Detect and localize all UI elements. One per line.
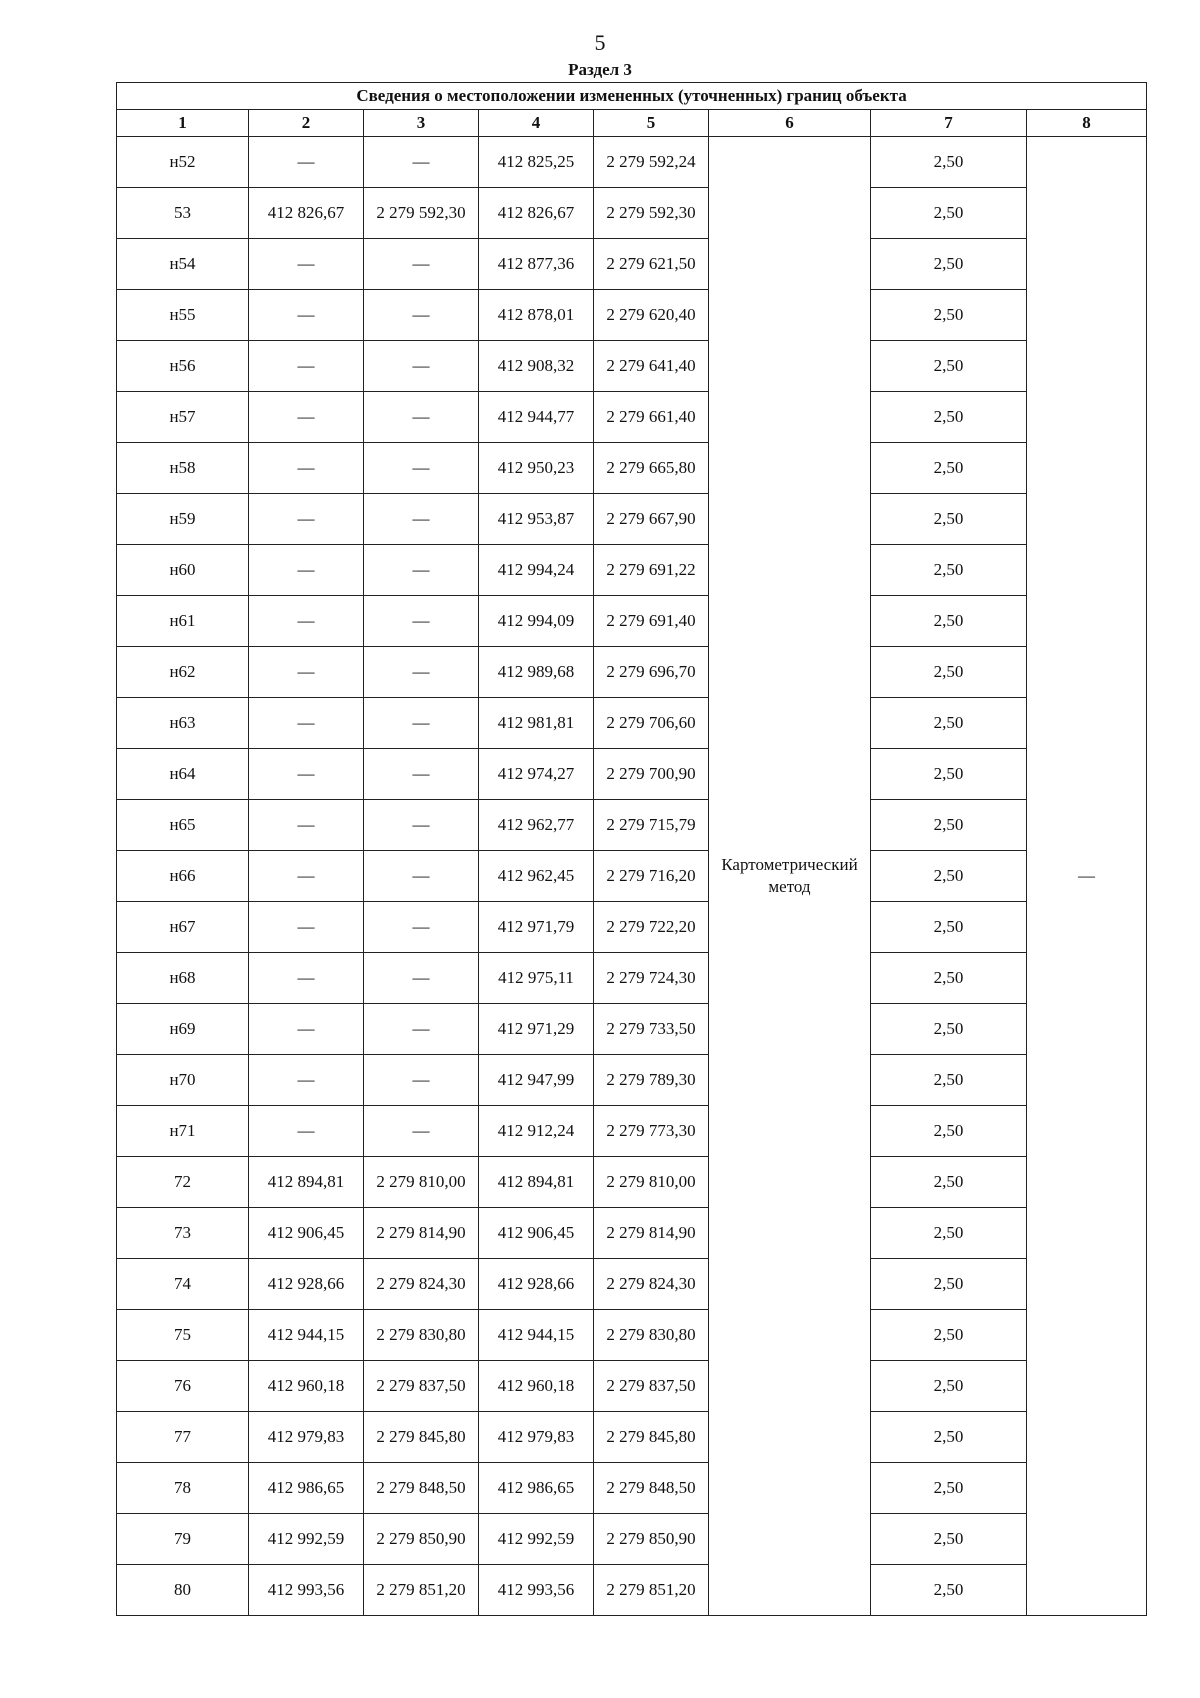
new-y-cell: 2 279 665,80 bbox=[594, 443, 709, 494]
point-id-cell: н68 bbox=[117, 953, 249, 1004]
new-x-cell: 412 962,77 bbox=[479, 800, 594, 851]
new-x-cell: 412 989,68 bbox=[479, 647, 594, 698]
accuracy-cell: 2,50 bbox=[871, 953, 1027, 1004]
old-x-cell: 412 993,56 bbox=[249, 1565, 364, 1616]
table-row bbox=[117, 1514, 1147, 1565]
old-y-cell: — bbox=[364, 443, 479, 494]
old-x-cell: 412 986,65 bbox=[249, 1463, 364, 1514]
table-row bbox=[117, 1412, 1147, 1463]
table-row bbox=[117, 290, 1147, 341]
old-x-cell: — bbox=[249, 1106, 364, 1157]
table-row bbox=[117, 902, 1147, 953]
new-y-cell: 2 279 592,30 bbox=[594, 188, 709, 239]
old-y-cell: 2 279 845,80 bbox=[364, 1412, 479, 1463]
table-row bbox=[117, 341, 1147, 392]
new-y-cell: 2 279 850,90 bbox=[594, 1514, 709, 1565]
old-y-cell: — bbox=[364, 239, 479, 290]
table-row bbox=[117, 239, 1147, 290]
point-id-cell: 76 bbox=[117, 1361, 249, 1412]
table-row bbox=[117, 545, 1147, 596]
old-y-cell: — bbox=[364, 851, 479, 902]
old-x-cell: 412 826,67 bbox=[249, 188, 364, 239]
new-y-cell: 2 279 661,40 bbox=[594, 392, 709, 443]
new-y-cell: 2 279 691,22 bbox=[594, 545, 709, 596]
old-x-cell: — bbox=[249, 545, 364, 596]
new-x-cell: 412 962,45 bbox=[479, 851, 594, 902]
new-y-cell: 2 279 667,90 bbox=[594, 494, 709, 545]
accuracy-cell: 2,50 bbox=[871, 1259, 1027, 1310]
table-row bbox=[117, 1004, 1147, 1055]
table-row bbox=[117, 1361, 1147, 1412]
old-y-cell: 2 279 830,80 bbox=[364, 1310, 479, 1361]
old-x-cell: — bbox=[249, 239, 364, 290]
accuracy-cell: 2,50 bbox=[871, 1565, 1027, 1616]
table-row bbox=[117, 800, 1147, 851]
point-id-cell: н65 bbox=[117, 800, 249, 851]
accuracy-cell: 2,50 bbox=[871, 851, 1027, 902]
old-x-cell: — bbox=[249, 749, 364, 800]
new-x-cell: 412 906,45 bbox=[479, 1208, 594, 1259]
new-x-cell: 412 994,09 bbox=[479, 596, 594, 647]
point-id-cell: н59 bbox=[117, 494, 249, 545]
table-row bbox=[117, 698, 1147, 749]
new-x-cell: 412 878,01 bbox=[479, 290, 594, 341]
old-x-cell: — bbox=[249, 392, 364, 443]
new-x-cell: 412 993,56 bbox=[479, 1565, 594, 1616]
new-x-cell: 412 971,29 bbox=[479, 1004, 594, 1055]
point-id-cell: 74 bbox=[117, 1259, 249, 1310]
old-x-cell: — bbox=[249, 851, 364, 902]
table-row bbox=[117, 953, 1147, 1004]
table-row bbox=[117, 392, 1147, 443]
old-x-cell: — bbox=[249, 1055, 364, 1106]
old-x-cell: 412 906,45 bbox=[249, 1208, 364, 1259]
table-row bbox=[117, 188, 1147, 239]
accuracy-cell: 2,50 bbox=[871, 1463, 1027, 1514]
table-row bbox=[117, 1157, 1147, 1208]
old-y-cell: — bbox=[364, 953, 479, 1004]
new-x-cell: 412 994,24 bbox=[479, 545, 594, 596]
old-y-cell: — bbox=[364, 1004, 479, 1055]
new-y-cell: 2 279 848,50 bbox=[594, 1463, 709, 1514]
new-x-cell: 412 986,65 bbox=[479, 1463, 594, 1514]
new-y-cell: 2 279 696,70 bbox=[594, 647, 709, 698]
new-y-cell: 2 279 592,24 bbox=[594, 137, 709, 188]
old-y-cell: — bbox=[364, 1106, 479, 1157]
old-x-cell: 412 960,18 bbox=[249, 1361, 364, 1412]
accuracy-cell: 2,50 bbox=[871, 1412, 1027, 1463]
accuracy-cell: 2,50 bbox=[871, 239, 1027, 290]
new-x-cell: 412 974,27 bbox=[479, 749, 594, 800]
column-header: 7 bbox=[871, 110, 1027, 137]
table-row bbox=[117, 1463, 1147, 1514]
table-row bbox=[117, 494, 1147, 545]
old-x-cell: — bbox=[249, 902, 364, 953]
point-id-cell: 78 bbox=[117, 1463, 249, 1514]
old-x-cell: — bbox=[249, 443, 364, 494]
table-row bbox=[117, 1310, 1147, 1361]
accuracy-cell: 2,50 bbox=[871, 800, 1027, 851]
old-y-cell: — bbox=[364, 749, 479, 800]
accuracy-cell: 2,50 bbox=[871, 1106, 1027, 1157]
table-body bbox=[117, 83, 1147, 1616]
table-row bbox=[117, 596, 1147, 647]
new-y-cell: 2 279 700,90 bbox=[594, 749, 709, 800]
old-y-cell: — bbox=[364, 902, 479, 953]
new-x-cell: 412 975,11 bbox=[479, 953, 594, 1004]
new-y-cell: 2 279 845,80 bbox=[594, 1412, 709, 1463]
old-y-cell: 2 279 848,50 bbox=[364, 1463, 479, 1514]
old-x-cell: — bbox=[249, 698, 364, 749]
point-id-cell: н61 bbox=[117, 596, 249, 647]
old-x-cell: 412 894,81 bbox=[249, 1157, 364, 1208]
old-y-cell: — bbox=[364, 494, 479, 545]
accuracy-cell: 2,50 bbox=[871, 188, 1027, 239]
point-id-cell: н55 bbox=[117, 290, 249, 341]
old-x-cell: 412 928,66 bbox=[249, 1259, 364, 1310]
point-id-cell: н64 bbox=[117, 749, 249, 800]
new-x-cell: 412 826,67 bbox=[479, 188, 594, 239]
column-header: 6 bbox=[709, 110, 871, 137]
accuracy-cell: 2,50 bbox=[871, 1514, 1027, 1565]
accuracy-cell: 2,50 bbox=[871, 341, 1027, 392]
new-y-cell: 2 279 733,50 bbox=[594, 1004, 709, 1055]
new-x-cell: 412 960,18 bbox=[479, 1361, 594, 1412]
new-y-cell: 2 279 716,20 bbox=[594, 851, 709, 902]
new-x-cell: 412 953,87 bbox=[479, 494, 594, 545]
new-y-cell: 2 279 773,30 bbox=[594, 1106, 709, 1157]
point-id-cell: 53 bbox=[117, 188, 249, 239]
accuracy-cell: 2,50 bbox=[871, 443, 1027, 494]
old-x-cell: — bbox=[249, 137, 364, 188]
new-y-cell: 2 279 810,00 bbox=[594, 1157, 709, 1208]
new-x-cell: 412 894,81 bbox=[479, 1157, 594, 1208]
accuracy-cell: 2,50 bbox=[871, 1004, 1027, 1055]
accuracy-cell: 2,50 bbox=[871, 1055, 1027, 1106]
point-id-cell: н63 bbox=[117, 698, 249, 749]
old-y-cell: — bbox=[364, 647, 479, 698]
old-x-cell: — bbox=[249, 596, 364, 647]
new-y-cell: 2 279 722,20 bbox=[594, 902, 709, 953]
table-caption: Сведения о местоположении измененных (уточненных) границ объекта bbox=[117, 83, 1147, 110]
accuracy-cell: 2,50 bbox=[871, 545, 1027, 596]
new-y-cell: 2 279 641,40 bbox=[594, 341, 709, 392]
point-id-cell: н58 bbox=[117, 443, 249, 494]
page-number: 5 bbox=[594, 30, 606, 55]
table-row bbox=[117, 749, 1147, 800]
old-y-cell: — bbox=[364, 545, 479, 596]
accuracy-cell: 2,50 bbox=[871, 902, 1027, 953]
old-x-cell: — bbox=[249, 341, 364, 392]
point-id-cell: 75 bbox=[117, 1310, 249, 1361]
point-id-cell: 80 bbox=[117, 1565, 249, 1616]
new-x-cell: 412 928,66 bbox=[479, 1259, 594, 1310]
point-id-cell: 72 bbox=[117, 1157, 249, 1208]
new-x-cell: 412 981,81 bbox=[479, 698, 594, 749]
old-y-cell: 2 279 837,50 bbox=[364, 1361, 479, 1412]
old-y-cell: 2 279 851,20 bbox=[364, 1565, 479, 1616]
table-row bbox=[117, 1259, 1147, 1310]
point-id-cell: н62 bbox=[117, 647, 249, 698]
old-x-cell: 412 992,59 bbox=[249, 1514, 364, 1565]
new-x-cell: 412 908,32 bbox=[479, 341, 594, 392]
new-x-cell: 412 944,15 bbox=[479, 1310, 594, 1361]
accuracy-cell: 2,50 bbox=[871, 698, 1027, 749]
point-id-cell: н57 bbox=[117, 392, 249, 443]
accuracy-cell: 2,50 bbox=[871, 647, 1027, 698]
old-y-cell: — bbox=[364, 341, 479, 392]
point-id-cell: н70 bbox=[117, 1055, 249, 1106]
old-y-cell: — bbox=[364, 392, 479, 443]
point-id-cell: 79 bbox=[117, 1514, 249, 1565]
new-x-cell: 412 944,77 bbox=[479, 392, 594, 443]
new-x-cell: 412 950,23 bbox=[479, 443, 594, 494]
column-header: 3 bbox=[364, 110, 479, 137]
old-y-cell: 2 279 850,90 bbox=[364, 1514, 479, 1565]
old-x-cell: 412 979,83 bbox=[249, 1412, 364, 1463]
new-y-cell: 2 279 824,30 bbox=[594, 1259, 709, 1310]
accuracy-cell: 2,50 bbox=[871, 137, 1027, 188]
section-title: Раздел 3 bbox=[568, 60, 632, 79]
new-y-cell: 2 279 715,79 bbox=[594, 800, 709, 851]
new-y-cell: 2 279 621,50 bbox=[594, 239, 709, 290]
old-y-cell: 2 279 810,00 bbox=[364, 1157, 479, 1208]
column-header: 8 bbox=[1027, 110, 1147, 137]
boundary-table bbox=[116, 82, 1147, 1616]
table-row bbox=[117, 1055, 1147, 1106]
accuracy-cell: 2,50 bbox=[871, 1361, 1027, 1412]
old-y-cell: — bbox=[364, 596, 479, 647]
new-y-cell: 2 279 706,60 bbox=[594, 698, 709, 749]
method-cell: Картометрический метод bbox=[709, 137, 871, 1616]
column-header: 2 bbox=[249, 110, 364, 137]
old-y-cell: 2 279 814,90 bbox=[364, 1208, 479, 1259]
new-x-cell: 412 877,36 bbox=[479, 239, 594, 290]
new-y-cell: 2 279 724,30 bbox=[594, 953, 709, 1004]
accuracy-cell: 2,50 bbox=[871, 290, 1027, 341]
old-x-cell: 412 944,15 bbox=[249, 1310, 364, 1361]
table-row bbox=[117, 647, 1147, 698]
old-x-cell: — bbox=[249, 290, 364, 341]
column-header: 5 bbox=[594, 110, 709, 137]
new-y-cell: 2 279 851,20 bbox=[594, 1565, 709, 1616]
old-y-cell: 2 279 824,30 bbox=[364, 1259, 479, 1310]
old-y-cell: — bbox=[364, 800, 479, 851]
table-caption-row bbox=[117, 83, 1147, 110]
point-id-cell: н66 bbox=[117, 851, 249, 902]
new-x-cell: 412 912,24 bbox=[479, 1106, 594, 1157]
new-y-cell: 2 279 789,30 bbox=[594, 1055, 709, 1106]
new-y-cell: 2 279 620,40 bbox=[594, 290, 709, 341]
accuracy-cell: 2,50 bbox=[871, 1208, 1027, 1259]
point-id-cell: 73 bbox=[117, 1208, 249, 1259]
point-id-cell: н71 bbox=[117, 1106, 249, 1157]
accuracy-cell: 2,50 bbox=[871, 1157, 1027, 1208]
old-y-cell: — bbox=[364, 698, 479, 749]
column-header: 4 bbox=[479, 110, 594, 137]
old-x-cell: — bbox=[249, 800, 364, 851]
old-x-cell: — bbox=[249, 647, 364, 698]
column-header-row bbox=[117, 110, 1147, 137]
point-id-cell: н60 bbox=[117, 545, 249, 596]
table-row bbox=[117, 1565, 1147, 1616]
new-x-cell: 412 947,99 bbox=[479, 1055, 594, 1106]
accuracy-cell: 2,50 bbox=[871, 392, 1027, 443]
point-id-cell: н54 bbox=[117, 239, 249, 290]
new-y-cell: 2 279 830,80 bbox=[594, 1310, 709, 1361]
old-x-cell: — bbox=[249, 953, 364, 1004]
point-id-cell: н56 bbox=[117, 341, 249, 392]
point-id-cell: н67 bbox=[117, 902, 249, 953]
column-8-cell: — bbox=[1027, 137, 1147, 1616]
point-id-cell: н69 bbox=[117, 1004, 249, 1055]
column-header: 1 bbox=[117, 110, 249, 137]
accuracy-cell: 2,50 bbox=[871, 494, 1027, 545]
accuracy-cell: 2,50 bbox=[871, 596, 1027, 647]
new-x-cell: 412 992,59 bbox=[479, 1514, 594, 1565]
old-y-cell: 2 279 592,30 bbox=[364, 188, 479, 239]
old-y-cell: — bbox=[364, 137, 479, 188]
accuracy-cell: 2,50 bbox=[871, 1310, 1027, 1361]
table-row bbox=[117, 137, 1147, 188]
table-row bbox=[117, 851, 1147, 902]
old-x-cell: — bbox=[249, 1004, 364, 1055]
new-y-cell: 2 279 837,50 bbox=[594, 1361, 709, 1412]
new-x-cell: 412 825,25 bbox=[479, 137, 594, 188]
point-id-cell: 77 bbox=[117, 1412, 249, 1463]
new-x-cell: 412 971,79 bbox=[479, 902, 594, 953]
table-row bbox=[117, 1208, 1147, 1259]
new-y-cell: 2 279 814,90 bbox=[594, 1208, 709, 1259]
old-y-cell: — bbox=[364, 290, 479, 341]
old-x-cell: — bbox=[249, 494, 364, 545]
new-y-cell: 2 279 691,40 bbox=[594, 596, 709, 647]
new-x-cell: 412 979,83 bbox=[479, 1412, 594, 1463]
accuracy-cell: 2,50 bbox=[871, 749, 1027, 800]
table-row bbox=[117, 1106, 1147, 1157]
table-row bbox=[117, 443, 1147, 494]
point-id-cell: н52 bbox=[117, 137, 249, 188]
old-y-cell: — bbox=[364, 1055, 479, 1106]
